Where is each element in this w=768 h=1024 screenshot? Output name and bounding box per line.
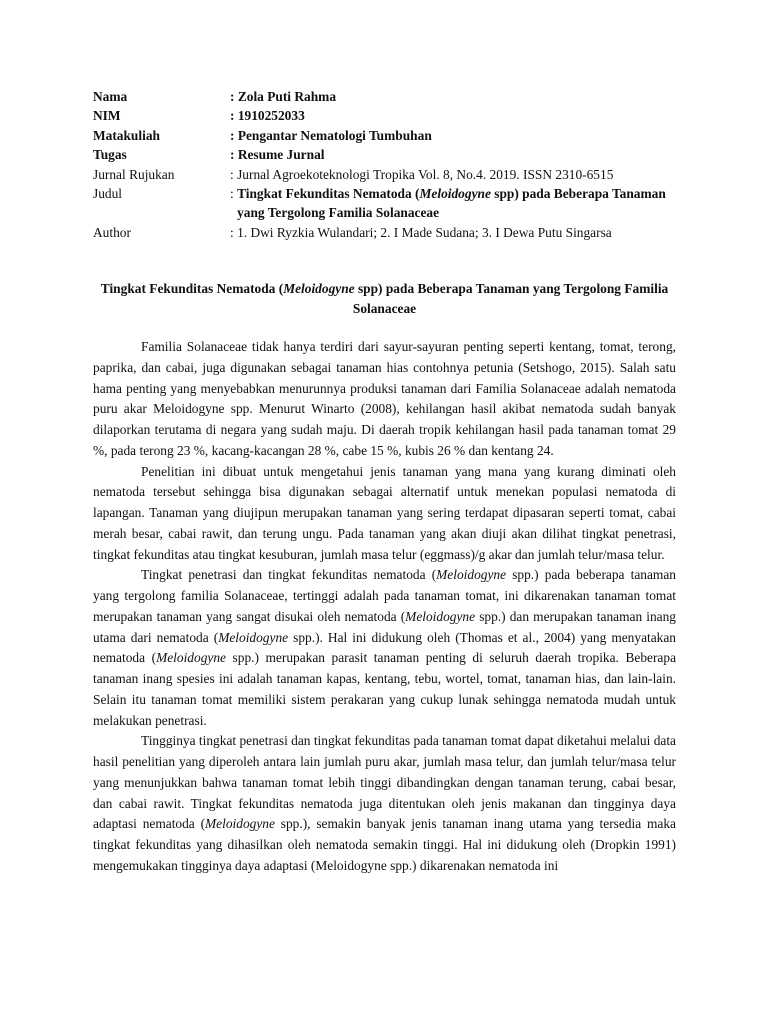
student-info-block <box>93 87 676 242</box>
paragraph-text: spp.) merupakan parasit tanaman penting di seluruh daerah tropika. Beberapa tanaman inang spesies ini adalah tanaman kapas, kentang, tebu, wortel, tomat, tanaman hias, dan lain-lain. Selain itu tanaman tomat memiliki sistem perakaran yang cukup lunak sehingga nematoda mudah untuk melakukan penetrasi. <box>93 650 677 728</box>
judul-part1: Tingkat Fekunditas Nematoda ( <box>237 186 420 202</box>
meta-row-tugas <box>93 145 676 164</box>
meta-colon: : <box>230 127 238 143</box>
judul-value <box>237 184 676 223</box>
judul-part2: spp) pada Beberapa Tanaman yang Tergolong Familia Solanaceae <box>237 186 666 221</box>
italic-text: Meloidogyne <box>436 567 507 583</box>
body-paragraph <box>93 462 676 566</box>
meta-label: Nama <box>93 89 128 104</box>
meta-colon: : <box>230 147 238 163</box>
meta-label: NIM <box>93 108 121 124</box>
paragraph-text: spp.). Hal ini didukung oleh (Thomas et al., 2004) yang menyatakan nematoda ( <box>93 629 677 666</box>
meta-colon: : <box>230 224 238 240</box>
meta-value: Resume Jurnal <box>237 147 325 163</box>
meta-label: Jurnal Rujukan <box>93 166 175 182</box>
meta-colon: : <box>230 108 238 124</box>
title-part1: Tingkat Fekunditas Nematoda ( <box>100 281 284 296</box>
meta-row-nim <box>93 106 676 125</box>
meta-label: Matakuliah <box>93 127 160 143</box>
paragraph-text: Tingkat penetrasi dan tingkat fekunditas nematoda ( <box>141 567 437 583</box>
meta-row-author <box>93 223 676 242</box>
meta-colon: : <box>230 89 238 104</box>
paper-title <box>93 279 676 318</box>
paragraph-text: Penelitian ini dibuat untuk mengetahui jenis tanaman yang mana yang kurang diminati oleh nematoda tersebut sehingga bisa digunakan sebagai alternatif untuk menekan populasi nematoda di lapangan. Tanaman yang diujipun merupakan tanaman yang sering terdapat dipasaran seperti tomat, cabai merah besar, cabai rawit, dan terung ungu. Pada tanaman yang akan diuji akan dilihat tingkat penetrasi, tingkat fekunditas atau tingkat kesuburan, jumlah masa telur (eggmass)/g akar dan jumlah telur/masa telur. <box>93 463 676 562</box>
meta-label: Tugas <box>93 147 127 163</box>
meta-row-judul <box>93 184 676 223</box>
title-part2: spp) pada Beberapa Tanaman yang Tergolong Familia Solanaceae <box>352 281 669 316</box>
meta-value: Zola Puti Rahma <box>237 89 337 104</box>
meta-value: 1910252033 <box>237 108 305 124</box>
title-italic: Meloidogyne <box>283 281 355 296</box>
meta-row-jurnal-rujukan <box>93 165 676 184</box>
meta-colon: : <box>230 186 238 202</box>
meta-row-nama <box>93 87 676 106</box>
meta-row-matakuliah <box>93 126 676 145</box>
meta-label: Author <box>93 224 131 240</box>
judul-italic: Meloidogyne <box>419 186 491 202</box>
paragraph-text: spp.) dan merupakan tanaman inang utama dari nematoda ( <box>93 608 677 645</box>
meta-colon: : <box>230 166 238 182</box>
italic-text: Meloidogyne <box>405 608 476 624</box>
body-text <box>93 337 676 877</box>
body-paragraph <box>93 565 676 731</box>
author-value: 1. Dwi Ryzkia Wulandari; 2. I Made Sudana; 3. I Dewa Putu Singarsa <box>237 224 612 240</box>
paragraph-text: spp.), semakin banyak jenis tanaman inang utama yang tersedia maka tingkat fekunditas yang dihasilkan oleh nematoda semakin tinggi. Hal ini didukung oleh (Dropkin 1991) mengemukakan tingginya daya adaptasi (Meloidogyne spp.) dikarenakan nematoda ini <box>93 816 676 873</box>
body-paragraph <box>93 731 676 876</box>
italic-text: Meloidogyne <box>205 816 275 832</box>
paragraph-text: Tingginya tingkat penetrasi dan tingkat fekunditas pada tanaman tomat dapat diketahui melalui data hasil penelitian yang diperoleh antara lain jumlah puru akar, jumlah masa telur, dan jumlah telur/masa telur yang menunjukkan bahwa tanaman tomat lebih tinggi dibandingkan dengan tanaman terung, cabai besar, dan cabai rawit. Tingkat fekunditas nematoda juga ditentukan oleh jenis makanan dan tingginya daya adaptasi nematoda ( <box>93 733 676 832</box>
body-paragraph <box>93 337 676 462</box>
italic-text: Meloidogyne <box>218 629 289 645</box>
paragraph-text: Familia Solanaceae tidak hanya terdiri dari sayur-sayuran penting seperti kentang, tomat, terong, paprika, dan cabai, juga digunakan sebagai tanaman hias contohnya petunia (Setshogo, 2015). Salah satu hama penting yang menyebabkan menurunnya produksi tanaman dari Familia Solanaceae adalah nematoda puru akar Meloidogyne spp. Menurut Winarto (2008), kehilangan hasil akibat nematoda sudah banyak dilaporkan terutama di negara yang sudah maju. Di daerah tropik kehilangan hasil pada tanaman tomat 29 %, pada terong 23 %, kacang-kacangan 28 %, cabe 15 %, kubis 26 % dan kentang 24. <box>93 339 676 458</box>
meta-value: Jurnal Agroekoteknologi Tropika Vol. 8, No.4. 2019. ISSN 2310-6515 <box>237 166 614 182</box>
italic-text: Meloidogyne <box>156 650 226 666</box>
paragraph-text: spp.) pada beberapa tanaman yang tergolong familia Solanaceae, tertinggi adalah pada tanaman tomat, ini dikarenakan tanaman tomat merupakan tanaman yang sangat disukai oleh nematoda ( <box>93 567 676 624</box>
meta-label: Judul <box>93 186 123 202</box>
meta-value: Pengantar Nematologi Tumbuhan <box>237 127 432 143</box>
